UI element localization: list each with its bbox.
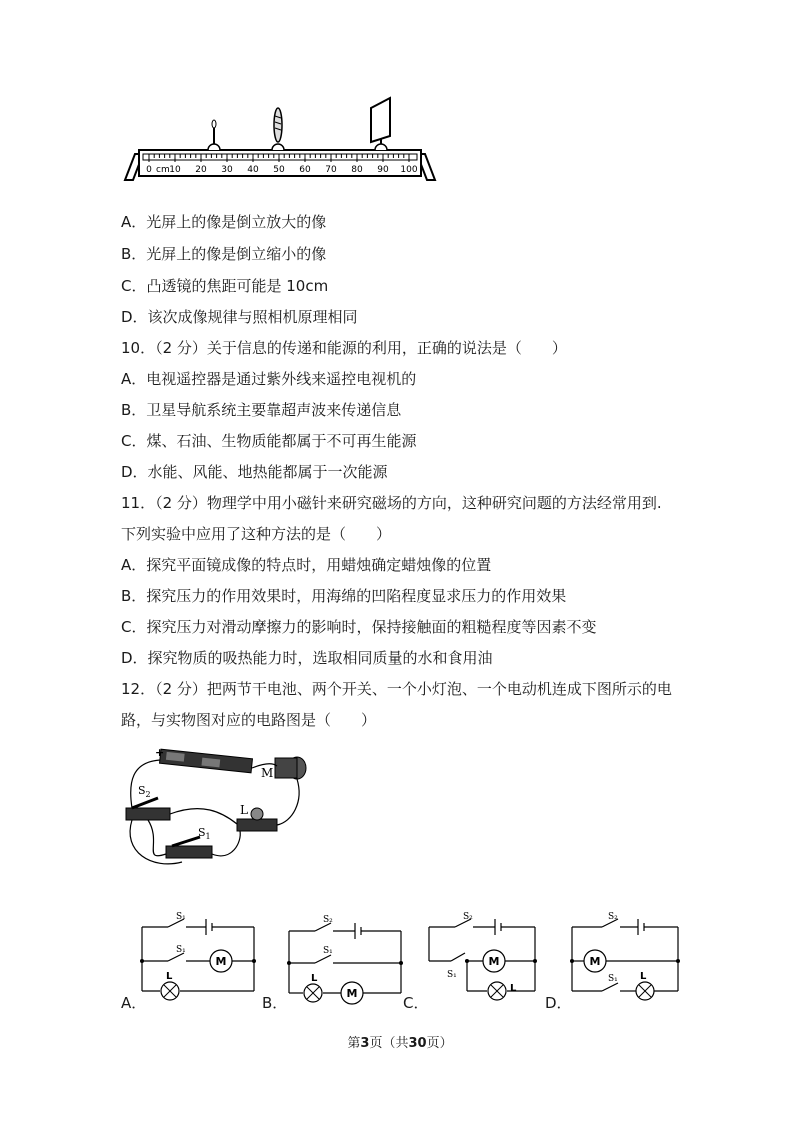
q9-option-b: B．光屏上的像是倒立缩小的像 <box>121 245 327 263</box>
circuit-option-c-letter: C． <box>403 994 429 1012</box>
bench-tick-label: 30 <box>221 165 233 175</box>
bench-tick-label: 50 <box>273 165 285 175</box>
motor-icon <box>275 757 306 779</box>
q9-option-c: C．凸透镜的焦距可能是 10cm <box>121 277 329 295</box>
svg-text:S₁: S₁ <box>447 970 457 980</box>
q11-option-a: A．探究平面镜成像的特点时，用蜡烛确定蜡烛像的位置 <box>121 556 492 574</box>
bench-tick-label: 20 <box>195 165 207 175</box>
q11-option-d: D．探究物质的吸热能力时，选取相同质量的水和食用油 <box>121 649 493 667</box>
svg-text:L: L <box>311 973 318 984</box>
lamp-icon <box>304 984 322 1002</box>
q11-option-c: C．探究压力对滑动摩擦力的影响时，保持接触面的粗糙程度等因素不变 <box>121 618 597 636</box>
svg-text:M: M <box>488 955 500 968</box>
circuit-option-a <box>138 905 258 1000</box>
bench-tick-label: 100 <box>400 165 418 175</box>
motor-photo-label: M <box>261 766 274 780</box>
footer-post: 页） <box>426 1036 453 1051</box>
q11-option-b: B．探究压力的作用效果时，用海绵的凹陷程度显求压力的作用效果 <box>121 587 567 605</box>
q9-option-d: D．该次成像规律与照相机原理相同 <box>121 308 358 326</box>
circuit-option-a-letter: A． <box>121 994 147 1012</box>
lamp-photo-label: L <box>240 803 248 817</box>
svg-text:M: M <box>589 955 601 968</box>
q10-option-c: C．煤、石油、生物质能都属于不可再生能源 <box>121 432 417 450</box>
lamp-icon <box>636 982 654 1000</box>
s2-photo-label: $S_2$ <box>138 784 151 799</box>
circuit-option-d-letter: D． <box>545 994 572 1012</box>
bench-tick-label: 90 <box>377 165 389 175</box>
q12-stem-line2: 路，与实物图对应的电路图是（ ） <box>121 711 377 729</box>
svg-text:S₂: S₂ <box>323 915 333 925</box>
svg-text:S₂: S₂ <box>463 912 473 922</box>
bench-tick-label: 80 <box>351 165 363 175</box>
svg-text:S₁: S₁ <box>608 974 618 984</box>
svg-text:L: L <box>166 971 173 982</box>
svg-text:S₁: S₁ <box>176 945 186 955</box>
circuit-option-c <box>425 905 545 1000</box>
circuit-option-b <box>285 905 405 1000</box>
q10-option-a: A．电视遥控器是通过紫外线来遥控电视机的 <box>121 370 417 388</box>
svg-text:S₁: S₁ <box>176 912 186 922</box>
physical-circuit-figure <box>122 742 307 872</box>
lamp-icon <box>488 982 506 1000</box>
circuit-option-b-letter: B． <box>262 994 288 1012</box>
lamp-icon <box>161 982 179 1000</box>
plus-terminal-label: + <box>155 746 165 759</box>
footer-page-number: 3 <box>360 1036 370 1051</box>
svg-text:S₁: S₁ <box>323 946 333 956</box>
q11-stem-line2: 下列实验中应用了这种方法的是（ ） <box>121 525 392 543</box>
bench-tick-label: 70 <box>325 165 337 175</box>
svg-text:M: M <box>346 987 358 1000</box>
svg-text:L: L <box>640 971 647 982</box>
q11-stem-line1: 11．（2 分）物理学中用小磁针来研究磁场的方向，这种研究问题的方法经常用到. <box>121 494 662 512</box>
bench-tick-label: cm <box>156 165 170 175</box>
bench-tick-label: 10 <box>169 165 181 175</box>
q10-stem: 10．（2 分）关于信息的传递和能源的利用，正确的说法是（ ） <box>121 339 567 357</box>
q9-option-a: A．光屏上的像是倒立放大的像 <box>121 213 327 231</box>
svg-text:M: M <box>215 955 227 968</box>
page-footer <box>0 1032 800 1051</box>
switch-s2-icon <box>126 798 170 820</box>
footer-pre: 第 <box>347 1036 361 1051</box>
footer-total-pages: 30 <box>408 1036 427 1051</box>
bench-tick-label: 0 <box>146 165 152 175</box>
q10-option-b: B．卫星导航系统主要靠超声波来传递信息 <box>121 401 402 419</box>
s1-photo-label: $S_1$ <box>198 826 211 841</box>
q12-stem-line1: 12．（2 分）把两节干电池、两个开关、一个小灯泡、一个电动机连成下图所示的电 <box>121 680 672 698</box>
convex-lens-icon <box>272 108 284 150</box>
optical-bench-figure <box>125 92 435 182</box>
circuit-option-d <box>568 905 688 1000</box>
footer-mid: 页（共 <box>369 1036 409 1051</box>
q10-option-d: D．水能、风能、地热能都属于一次能源 <box>121 463 388 481</box>
bench-tick-label: 40 <box>247 165 259 175</box>
battery-pack-icon <box>160 749 253 773</box>
candle-icon <box>208 120 220 150</box>
svg-text:S₂: S₂ <box>608 912 618 922</box>
light-screen-icon <box>371 98 390 150</box>
svg-text:L: L <box>510 983 517 994</box>
bench-tick-label: 60 <box>299 165 311 175</box>
